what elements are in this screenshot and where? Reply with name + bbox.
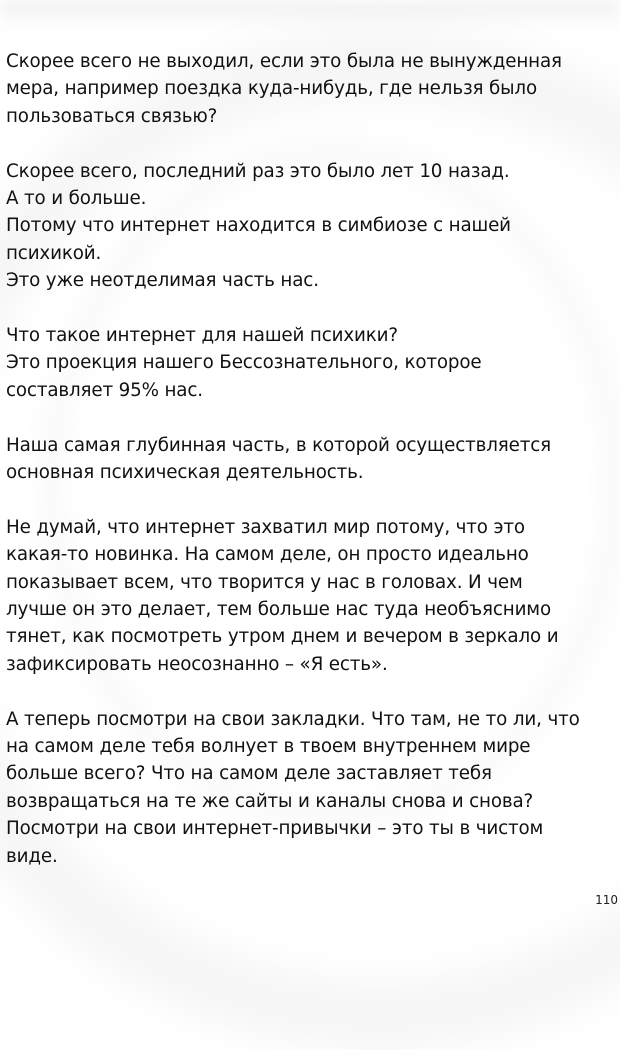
- text-line: составляет 95% нас.: [6, 379, 203, 401]
- text-line: Потому что интернет находится в симбиозе с нашей: [6, 215, 511, 237]
- text-line: виде.: [6, 845, 58, 867]
- text-line: Что такое интернет для нашей психики?: [6, 325, 398, 347]
- paragraph: [6, 432, 612, 487]
- text-line: Не думай, что интернет захватил мир потому, что это: [6, 516, 525, 538]
- text-line: основная психическая деятельность.: [6, 462, 364, 484]
- text-line: мера, например поездка куда-нибудь, где нельзя было: [6, 78, 537, 100]
- paragraph: [6, 158, 612, 295]
- background-top-shadow: [0, 0, 620, 30]
- text-line: Это уже неотделимая часть нас.: [6, 270, 319, 292]
- text-line: Скорее всего не выходил, если это была не вынужденная: [6, 51, 562, 72]
- page-number: 110: [595, 893, 618, 907]
- text-line: возвращаться на те же сайты и каналы снова и снова?: [6, 790, 534, 812]
- text-line: Посмотри на свои интернет-привычки – это ты в чистом: [6, 818, 544, 840]
- paragraph: [6, 322, 612, 404]
- text-line: А теперь посмотри на свои закладки. Что там, не то ли, что: [6, 708, 580, 730]
- paragraph: [6, 514, 612, 678]
- text-line: зафиксировать неосознанно – «Я есть».: [6, 653, 388, 675]
- page-text-body: [6, 48, 612, 898]
- text-line: А то и больше.: [6, 188, 147, 210]
- paragraph: [6, 48, 612, 130]
- text-line: Наша самая глубинная часть, в которой осуществляется: [6, 434, 551, 456]
- text-line: Скорее всего, последний раз это было лет 10 назад.: [6, 160, 510, 182]
- text-line: показывает всем, что творится у нас в головах. И чем: [6, 571, 523, 593]
- text-line: больше всего? Что на самом деле заставляет тебя: [6, 763, 492, 785]
- text-line: тянет, как посмотреть утром днем и вечером в зеркало и: [6, 626, 559, 648]
- text-line: Это проекция нашего Бессознательного, которое: [6, 352, 482, 374]
- text-line: пользоваться связью?: [6, 105, 218, 127]
- text-line: лучше он это делает, тем больше нас туда необъяснимо: [6, 599, 551, 621]
- paragraph: [6, 706, 612, 870]
- text-line: на самом деле тебя волнует в твоем внутреннем мире: [6, 736, 531, 758]
- text-line: какая-то новинка. На самом деле, он просто идеально: [6, 544, 529, 566]
- text-line: психикой.: [6, 242, 102, 264]
